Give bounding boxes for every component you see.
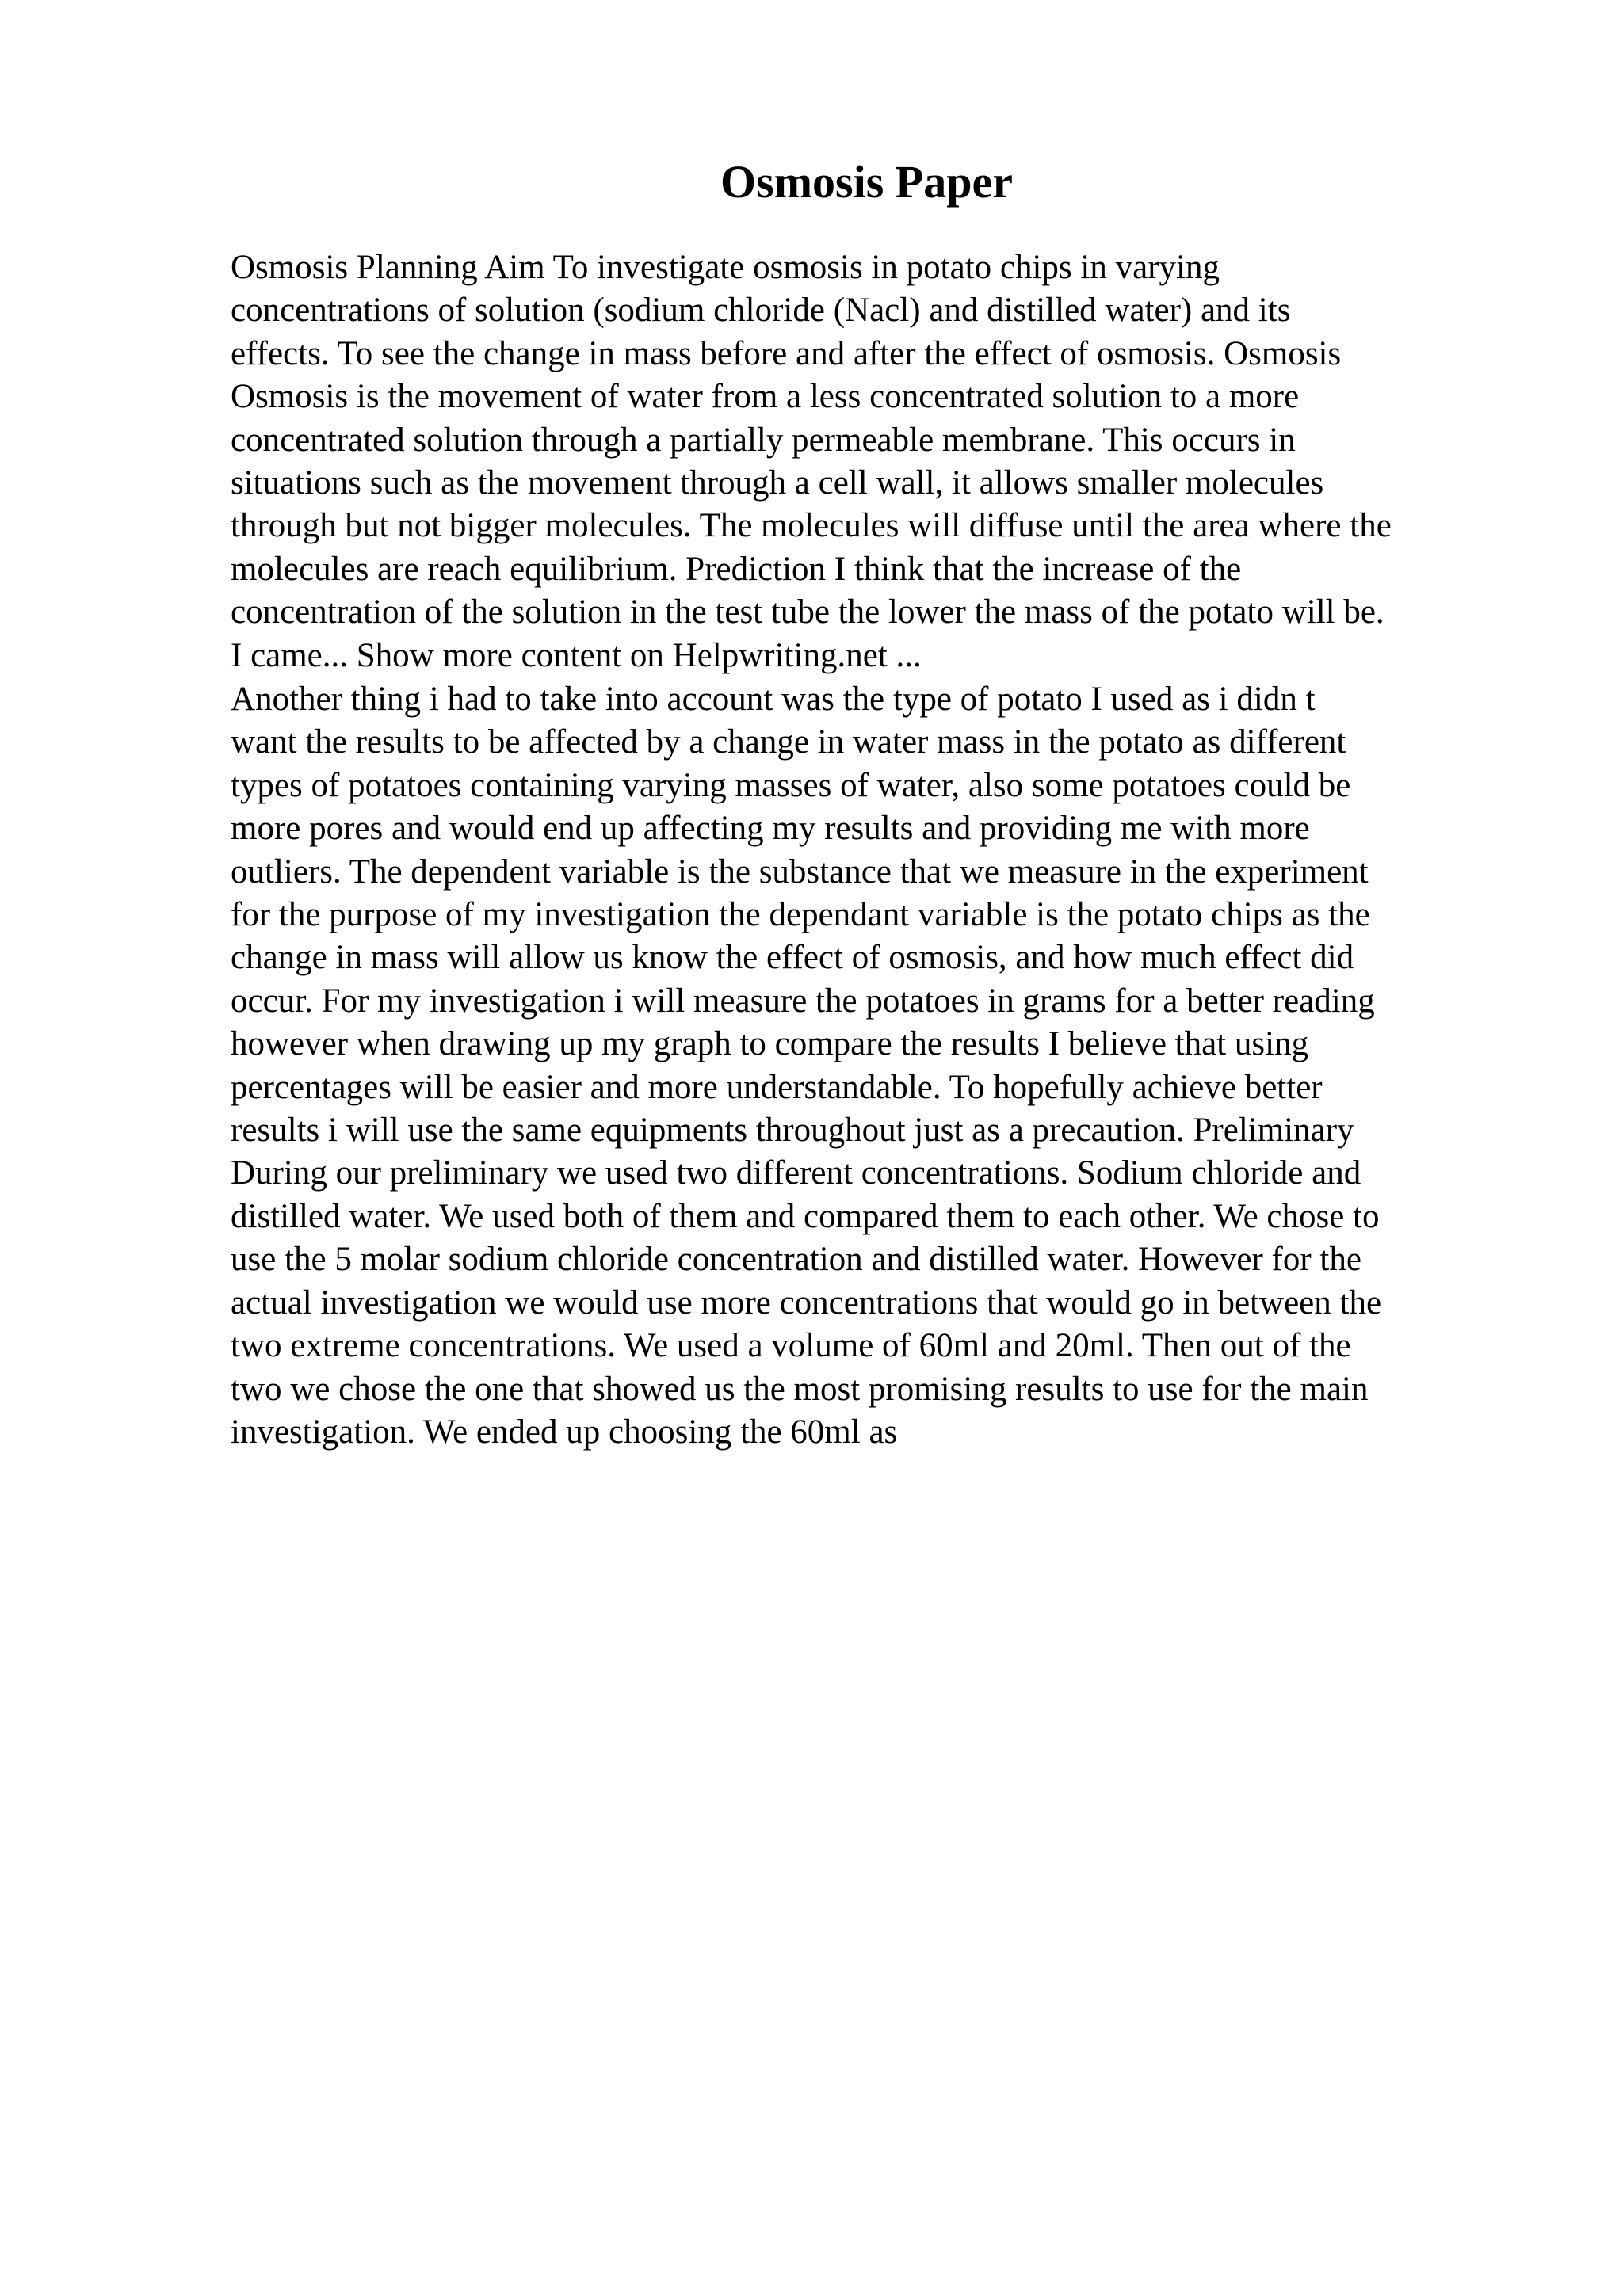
text-line: investigation. We ended up choosing the 60ml as bbox=[231, 1413, 898, 1451]
text-line: effects. To see the change in mass before and after the effect of osmosis. Osmosis bbox=[231, 334, 1342, 372]
text-line: change in mass will allow us know the effect of osmosis, and how much effect did bbox=[231, 939, 1354, 977]
text-line: situations such as the movement through a cell wall, it allows smaller molecules bbox=[231, 464, 1324, 502]
text-line: During our preliminary we used two different concentrations. Sodium chloride and bbox=[231, 1154, 1361, 1192]
text-line: want the results to be affected by a change in water mass in the potato as different bbox=[231, 723, 1346, 761]
text-line: occur. For my investigation i will measure the potatoes in grams for a better reading bbox=[231, 982, 1375, 1020]
text-line: for the purpose of my investigation the dependant variable is the potato chips as the bbox=[231, 896, 1370, 934]
text-line: two extreme concentrations. We used a volume of 60ml and 20ml. Then out of the bbox=[231, 1327, 1351, 1365]
text-line: concentrations of solution (sodium chloride (Nacl) and distilled water) and its bbox=[231, 292, 1291, 330]
text-line: molecules are reach equilibrium. Prediction I think that the increase of the bbox=[231, 550, 1242, 588]
text-line: Another thing i had to take into account was the type of potato I used as i didn t bbox=[231, 681, 1316, 718]
text-line: types of potatoes containing varying masses of water, also some potatoes could be bbox=[231, 766, 1351, 804]
text-line: Osmosis Planning Aim To investigate osmosis in potato chips in varying bbox=[231, 249, 1220, 286]
text-line: use the 5 molar sodium chloride concentration and distilled water. However for the bbox=[231, 1241, 1361, 1279]
text-line: however when drawing up my graph to compare the results I believe that using bbox=[231, 1025, 1309, 1063]
text-line: results i will use the same equipments throughout just as a precaution. Preliminary bbox=[231, 1112, 1354, 1150]
paragraph-1 bbox=[231, 246, 1499, 677]
text-line: distilled water. We used both of them and compared them to each other. We chose to bbox=[231, 1197, 1380, 1235]
text-line: outliers. The dependent variable is the substance that we measure in the experiment bbox=[231, 852, 1369, 891]
text-line: more pores and would end up affecting my results and providing me with more bbox=[231, 810, 1310, 848]
text-line: actual investigation we would use more concentrations that would go in between the bbox=[231, 1283, 1382, 1322]
text-line: Osmosis is the movement of water from a less concentrated solution to a more bbox=[231, 378, 1300, 416]
document-title: Osmosis Paper bbox=[720, 156, 1013, 208]
text-line: two we chose the one that showed us the most promising results to use for the main bbox=[231, 1370, 1369, 1408]
text-line: percentages will be easier and more understandable. To hopefully achieve better bbox=[231, 1068, 1323, 1106]
text-line: concentrated solution through a partially permeable membrane. This occurs in bbox=[231, 421, 1296, 459]
text-line: concentration of the solution in the test tube the lower the mass of the potato will be. bbox=[231, 593, 1384, 631]
text-line: I came... Show more content on Helpwriting.net ... bbox=[231, 636, 922, 674]
text-line: through but not bigger molecules. The molecules will diffuse until the area where the bbox=[231, 507, 1392, 545]
paragraph-2 bbox=[231, 678, 1499, 1454]
